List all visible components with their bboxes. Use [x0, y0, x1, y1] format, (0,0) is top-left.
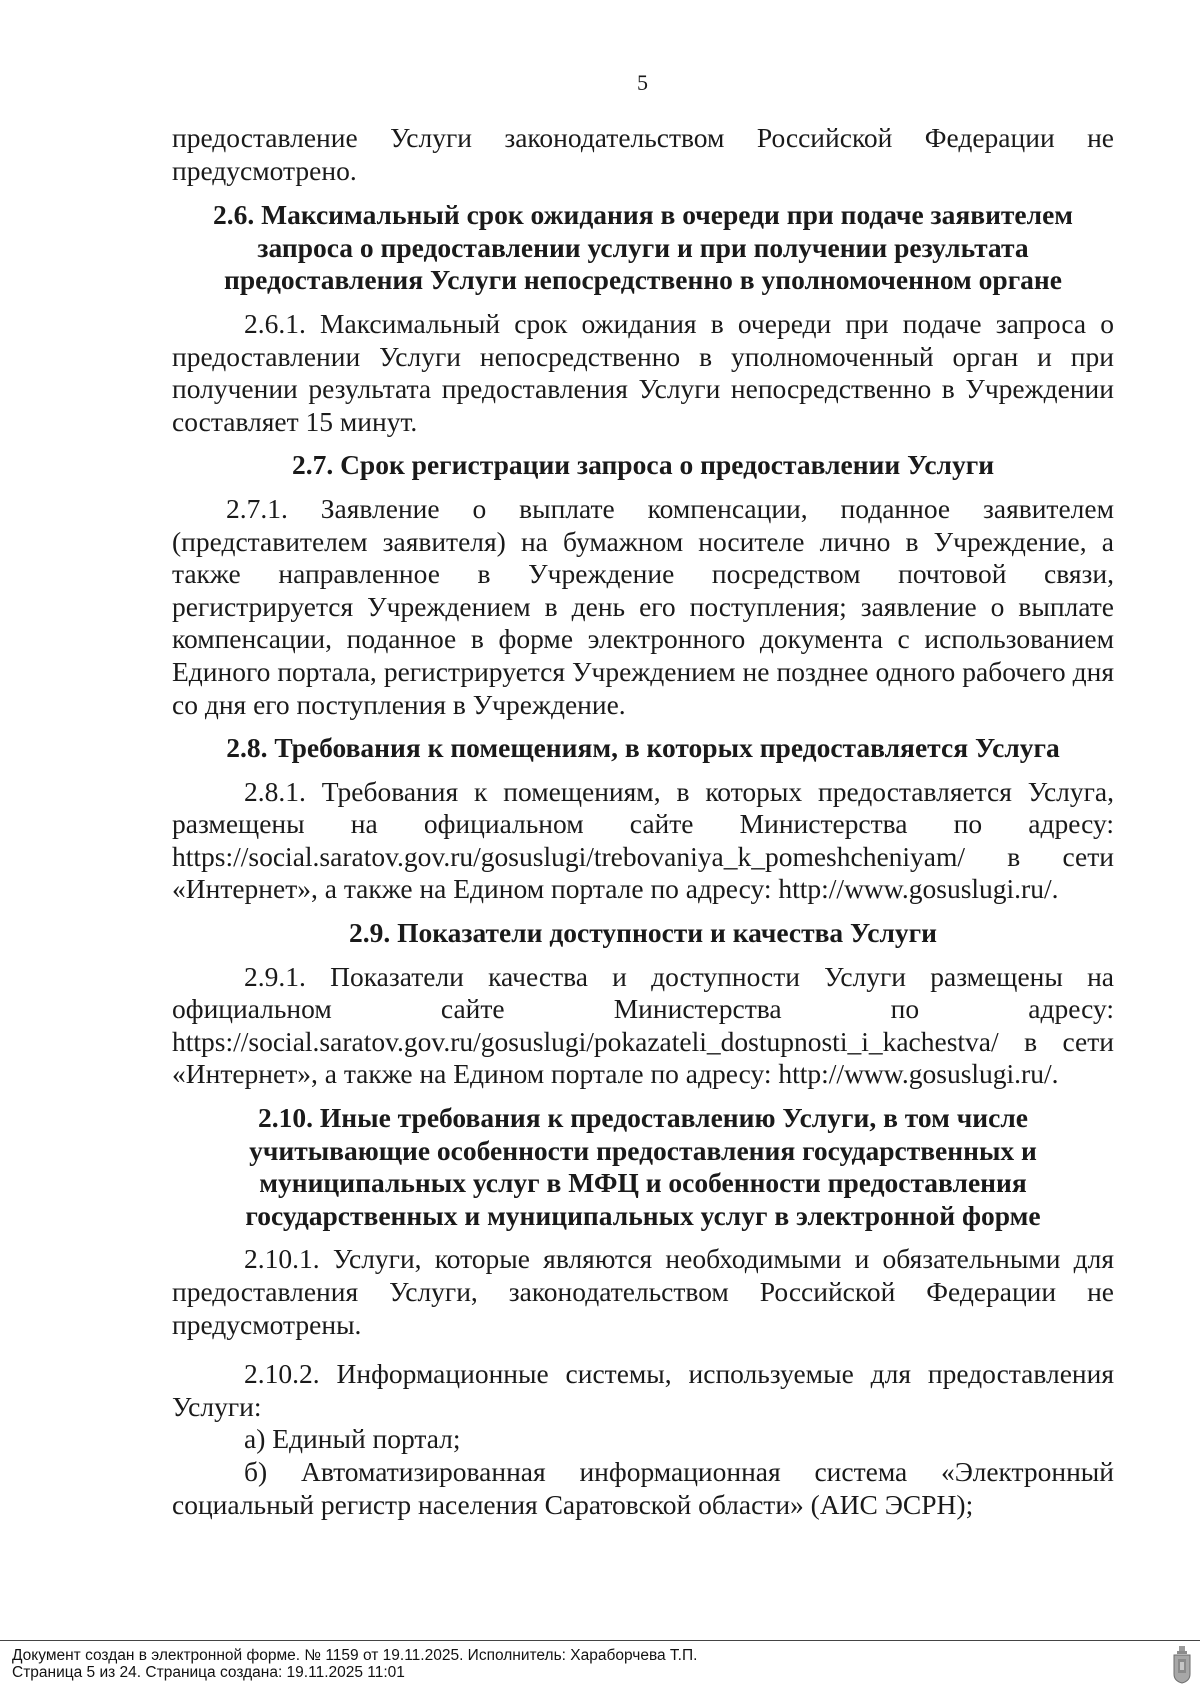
paragraph: 2.8.1. Требования к помещениям, в которых предоставляется Услуга, размещены на официальном сайте Министерства по адресу: https://social.saratov.gov.ru/gosuslugi/trebovaniya_k_pomeshcheniyam/ в сети «Интернет», а также на Едином портале по адресу: http://www.gosuslugi.ru/. [172, 775, 1114, 905]
paragraph: 2.9.1. Показатели качества и доступности Услуги размещены на официальном сайте Министерства по адресу: https://social.saratov.gov.ru/gosuslugi/pokazateli_dostupnosti_i_kachestva/ в сети «Интернет», а также на Едином портале по адресу: http://www.gosuslugi.ru/. [172, 960, 1114, 1090]
footer-line-document-info: Документ создан в электронной форме. № 1159 от 19.11.2025. Исполнитель: Хараборчева Т.П. [12, 1647, 698, 1664]
paragraph: 2.7.1. Заявление о выплате компенсации, поданное заявителем (представителем заявителя) на бумажном носителе лично в Учреждение, а также направленное в Учреждение посредством почтовой связи, регистрируется Учреждением в день его поступления; заявление о выплате компенсации, поданное в форме электронного документа с использованием Единого портала, регистрируется Учреждением не позднее одного рабочего дня со дня его поступления в Учреждение. [172, 492, 1114, 720]
heading-2-6: 2.6. Максимальный срок ожидания в очереди при подаче заявителем запроса о предоставлении услуги и при получении результата предоставления Услуги непосредственно в уполномоченном органе [212, 199, 1074, 296]
document-body [172, 122, 1114, 1521]
heading-2-9: 2.9. Показатели доступности и качества Услуги [348, 917, 937, 949]
page-number: 5 [637, 70, 648, 95]
paragraph: 2.10.2. Информационные системы, используемые для предоставления Услуги: [172, 1358, 1114, 1422]
paragraph: б) Автоматизированная информационная система «Электронный социальный регистр населения Саратовской области» (АИС ЭСРН); [172, 1455, 1114, 1520]
coat-of-arms-emblem-icon [1172, 1646, 1192, 1684]
paragraph: 2.6.1. Максимальный срок ожидания в очереди при подаче запроса о предоставлении Услуги непосредственно в уполномоченный орган и при получении результата предоставления Услуги непосредственно в Учреждении составляет 15 минут. [172, 307, 1114, 437]
footer-divider [0, 1640, 1200, 1641]
heading-2-8: 2.8. Требования к помещениям, в которых предоставляется Услуга [226, 732, 1060, 764]
paragraph: а) Единый портал; [244, 1423, 461, 1455]
document-footer [12, 1647, 697, 1681]
footer-line-page-info: Страница 5 из 24. Страница создана: 19.11.2025 11:01 [12, 1664, 405, 1681]
paragraph: предоставление Услуги законодательством Российской Федерации не предусмотрено. [172, 122, 1114, 186]
heading-2-10: 2.10. Иные требования к предоставлению Услуги, в том числе учитывающие особенности предоставления государственных и муниципальных услуг в МФЦ и особенности предоставления государственных и муниципальных услуг в электронной форме [245, 1102, 1041, 1231]
heading-2-7: 2.7. Срок регистрации запроса о предоставлении Услуги [291, 449, 995, 481]
paragraph: 2.10.1. Услуги, которые являются необходимыми и обязательными для предоставления Услуги, законодательством Российской Федерации не предусмотрены. [172, 1243, 1114, 1340]
